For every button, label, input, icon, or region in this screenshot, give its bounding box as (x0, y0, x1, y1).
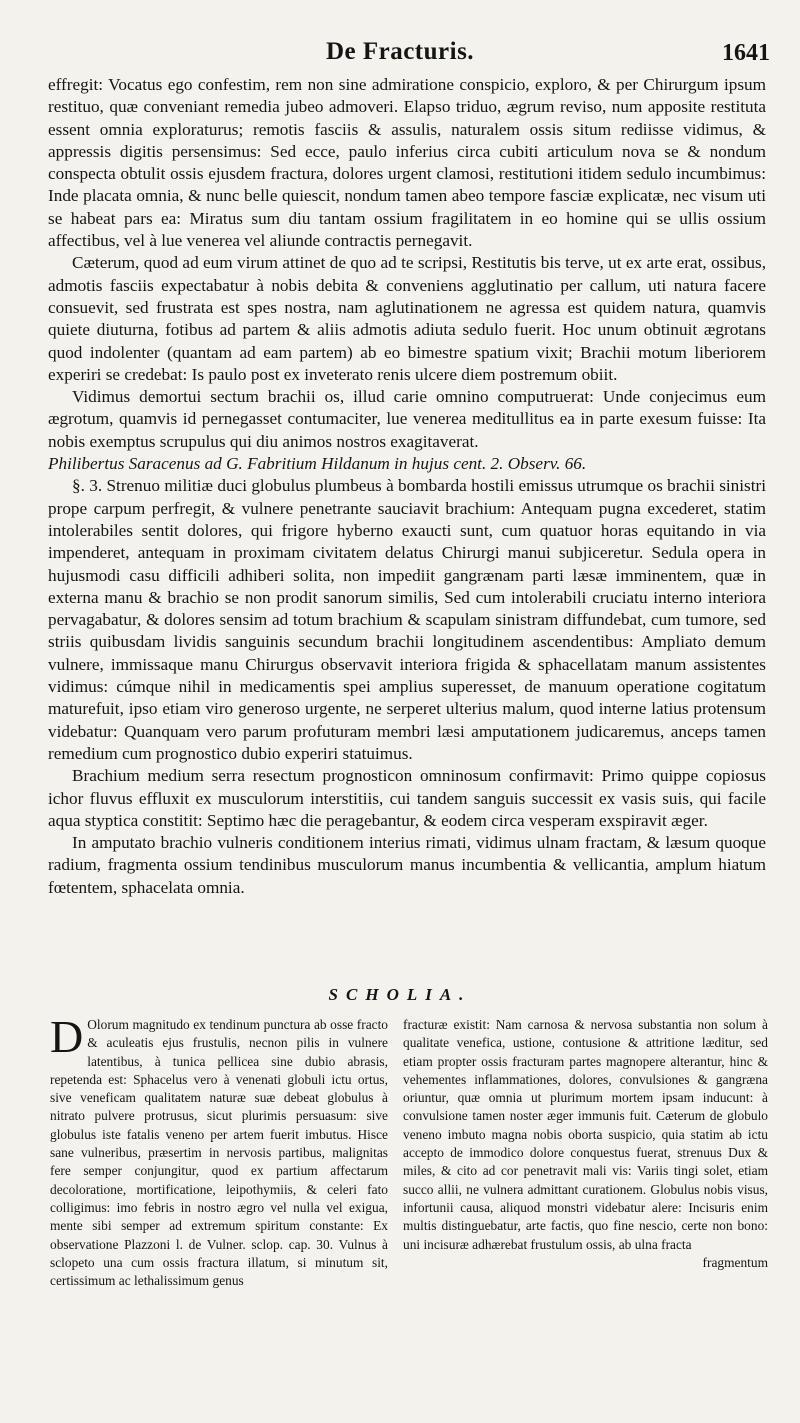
drop-cap: D (50, 1011, 84, 1062)
paragraph-2: Cæterum, quod ad eum virum attinet de quo ad te scripsi, Restitutis bis terve, ut ex arte erat, ossibus, admotis fasciis expectabatur à nobis debita & conveniens agglutinatio per callum, uti natura facere consuevit, sed frustrata est spes nostra, nam aglutinationem ne agressa est quidem natura, quamvis quiete diuturna, fotibus ad partem & aliis admotis adiuta sedulo fuerit. Hoc unum obtinuit ægrotans quod indolenter (quantam ad eam partem) ab eo bimestre spatium vixit; Brachii motum liberiorem experiri se credebat: Is paulo post ex inveterato renis ulcere diem postremum obiit. (48, 253, 766, 384)
paragraph-3: Vidimus demortui sectum brachii os, illud carie omnino computruerat: Unde conjecimus eum ægrotum, quamvis id pernegasset contumaciter, lue venerea meditullitus ea in parte exesum fuisse: Ita nobis exemptus scrupulus qui diu animos nostros exagitaverat. (48, 387, 766, 451)
page-header (0, 38, 800, 72)
paragraph-6: In amputato brachio vulneris conditionem interius rimati, vidimus ulnam fractam, & læsum quoque radium, fragmenta ossium tendinibus musculorum manus incumbentia & vellicantia, amplum hiatum fœtentem, sphacelata omnia. (48, 833, 766, 897)
scholia-heading: SCHOLIA. (328, 985, 472, 1004)
scholia-right-text: fracturæ existit: Nam carnosa & nervosa substantia non solum à qualitate venefica, ustione, contusione & attritione læditur, sed etiam propter ossis fracturam partes magnopere alterantur, hinc & vehementes inflammationes, dolores, convulsiones & gangræna oriuntur, quæ omnia ut plurimum mortem ipsam inducunt: à convulsione tamen noster æger immunis fuit. Cæterum de globulo veneno imbuto magna nobis oborta suspicio, quia statim ab ictu accepto de immodico dolore conquestus fuerat, strenuus Dux & miles, & cito ad cor penetravit mali vis: Variis tingi solet, etiam succo allii, ne vulnera admittant curationem. Globulus nobis visus, infortunii causa, aliquod monstri videbatur alere: Incisuris enim multis distinguebatur, arte factis, quo fine nescio, certe non bono: uni incisuræ adhærebat frustulum ossis, ab ulna fracta (403, 1017, 768, 1252)
paragraph-section-3: §. 3. Strenuo militiæ duci globulus plumbeus à bombarda hostili emissus utrumque os brachii sinistri prope carpum perfregit, & vulnere penetrante sauciavit brachium: Antequam pugna excederet, statim intolerabiles sentit dolores, qui frigore hyberno exaucti sunt, cum quatuor horas equitando in via impenderet, antequam in proximam civitatem delatus Chirurgi manui subjiceretur. Sedula opera in hujusmodi casu difficili adhiberi solita, non impediit gangrænam parti læsæ imminentem, quæ in externa manu & brachio se non prodit sanorum similis, Sed cum intolerabili cruciatu interno interiora pervagabatur, & dolores sensim ad totum brachium & scapulam sinistram diffundebat, cum tumore, sed striis quibusdam lividis sanguinis secundum brachii longitudinem ascendentibus: Ampliato demum vulnere, immissaque manu Chirurgus observavit interiora frigida & sphacellatam manum assistentes vidimus: cúmque nihil in medicamentis spei amplius superesset, de manuum operatione cogitatum maturefuit, ipso etiam viro generoso urgente, ne serperet ulterius malum, quod interne latius protensum videbatur: Quanquam vero parum profuturam membri læsi amputationem judicaremus, anceps tamen remedium cum prognostico dubio experiri statuimus. (48, 476, 766, 763)
scholia-left-column (50, 1011, 388, 1290)
scholia-right-column (403, 1016, 768, 1272)
running-title: De Fracturis. (325, 38, 475, 65)
main-text (48, 74, 766, 899)
citation: Philibertus Saracenus ad G. Fabritium Hildanum in hujus cent. 2. Observ. 66. (48, 454, 587, 474)
scholia-left-paragraph (50, 1011, 388, 1290)
scholia-left-text: Olorum magnitudo ex tendinum punctura ab osse fracto & aculeatis ejus frustulis, necnon pilis in vulnere latentibus, à tunica pellicea sine dubio abrasis, repetenda est: Sphacelus vero à venenati globuli ictu ortus, sive veneficam qualitatem naturæ suæ debeat globulus à nitrato pulvere protrusus, sicut plurimis persuasum: sive globulus iste fatalis veneno per artem fuerit imbutus. Hisce sane vulneribus, præsertim in nervosis partibus, malignitas fere semper conjungitur, quod ex partium affectarum decoloratione, mortificatione, leipothymiis, & celeri fato colligimus: imo febris in nostro ægro vel nulla vel exigua, mente sibi semper ad extremum spiritum constante: Ex observatione Plazzoni l. de Vulner. sclop. cap. 30. Vulnus à sclopeto una cum ossis fractura illatum, si minutum sit, certissimum ac lethalissimum genus (50, 1017, 388, 1289)
catchword: fragmentum (702, 1254, 768, 1270)
page-number: 1641 (722, 40, 770, 66)
paragraph-5: Brachium medium serra resectum prognosticon omninosum confirmavit: Primo quippe copiosus ichor fluvus effluxit ex musculorum interstitiis, cui tandem sanguis successit ex vasis suis, qui facile aqua styptica constitit: Septimo hæc die peragebantur, & eodem circa vesperam exspiravit æger. (48, 766, 766, 830)
paragraph-1: effregit: Vocatus ego confestim, rem non sine admiratione conspicio, exploro, & per Chirurgum ipsum restituo, quæ conveniant remedia jubeo admoveri. Elapso triduo, ægrum reviso, num apposite restituta essent omnia exploraturus; remotis fasciis & assulis, naturalem ossis situm rediisse vidimus, & appressis digitis persensimus: Sed ecce, paulo inferius circa cubiti articulum nova se & nondum conspecta obtulit ossis ejusdem fractura, dolores urgent clamosi, restitutioni itidem sedulo incumbimus: Inde placata omnia, & nunc belle quiescit, nondum tamen abeo tempore fasciæ explicatæ, nec visum uti se habeat pars ea: Miratus sum diu tantam ossium fragilitatem in eo homine qui se ullis ossium affectibus, vel à lue venerea vel aliunde contractis pernegavit. (48, 75, 766, 251)
